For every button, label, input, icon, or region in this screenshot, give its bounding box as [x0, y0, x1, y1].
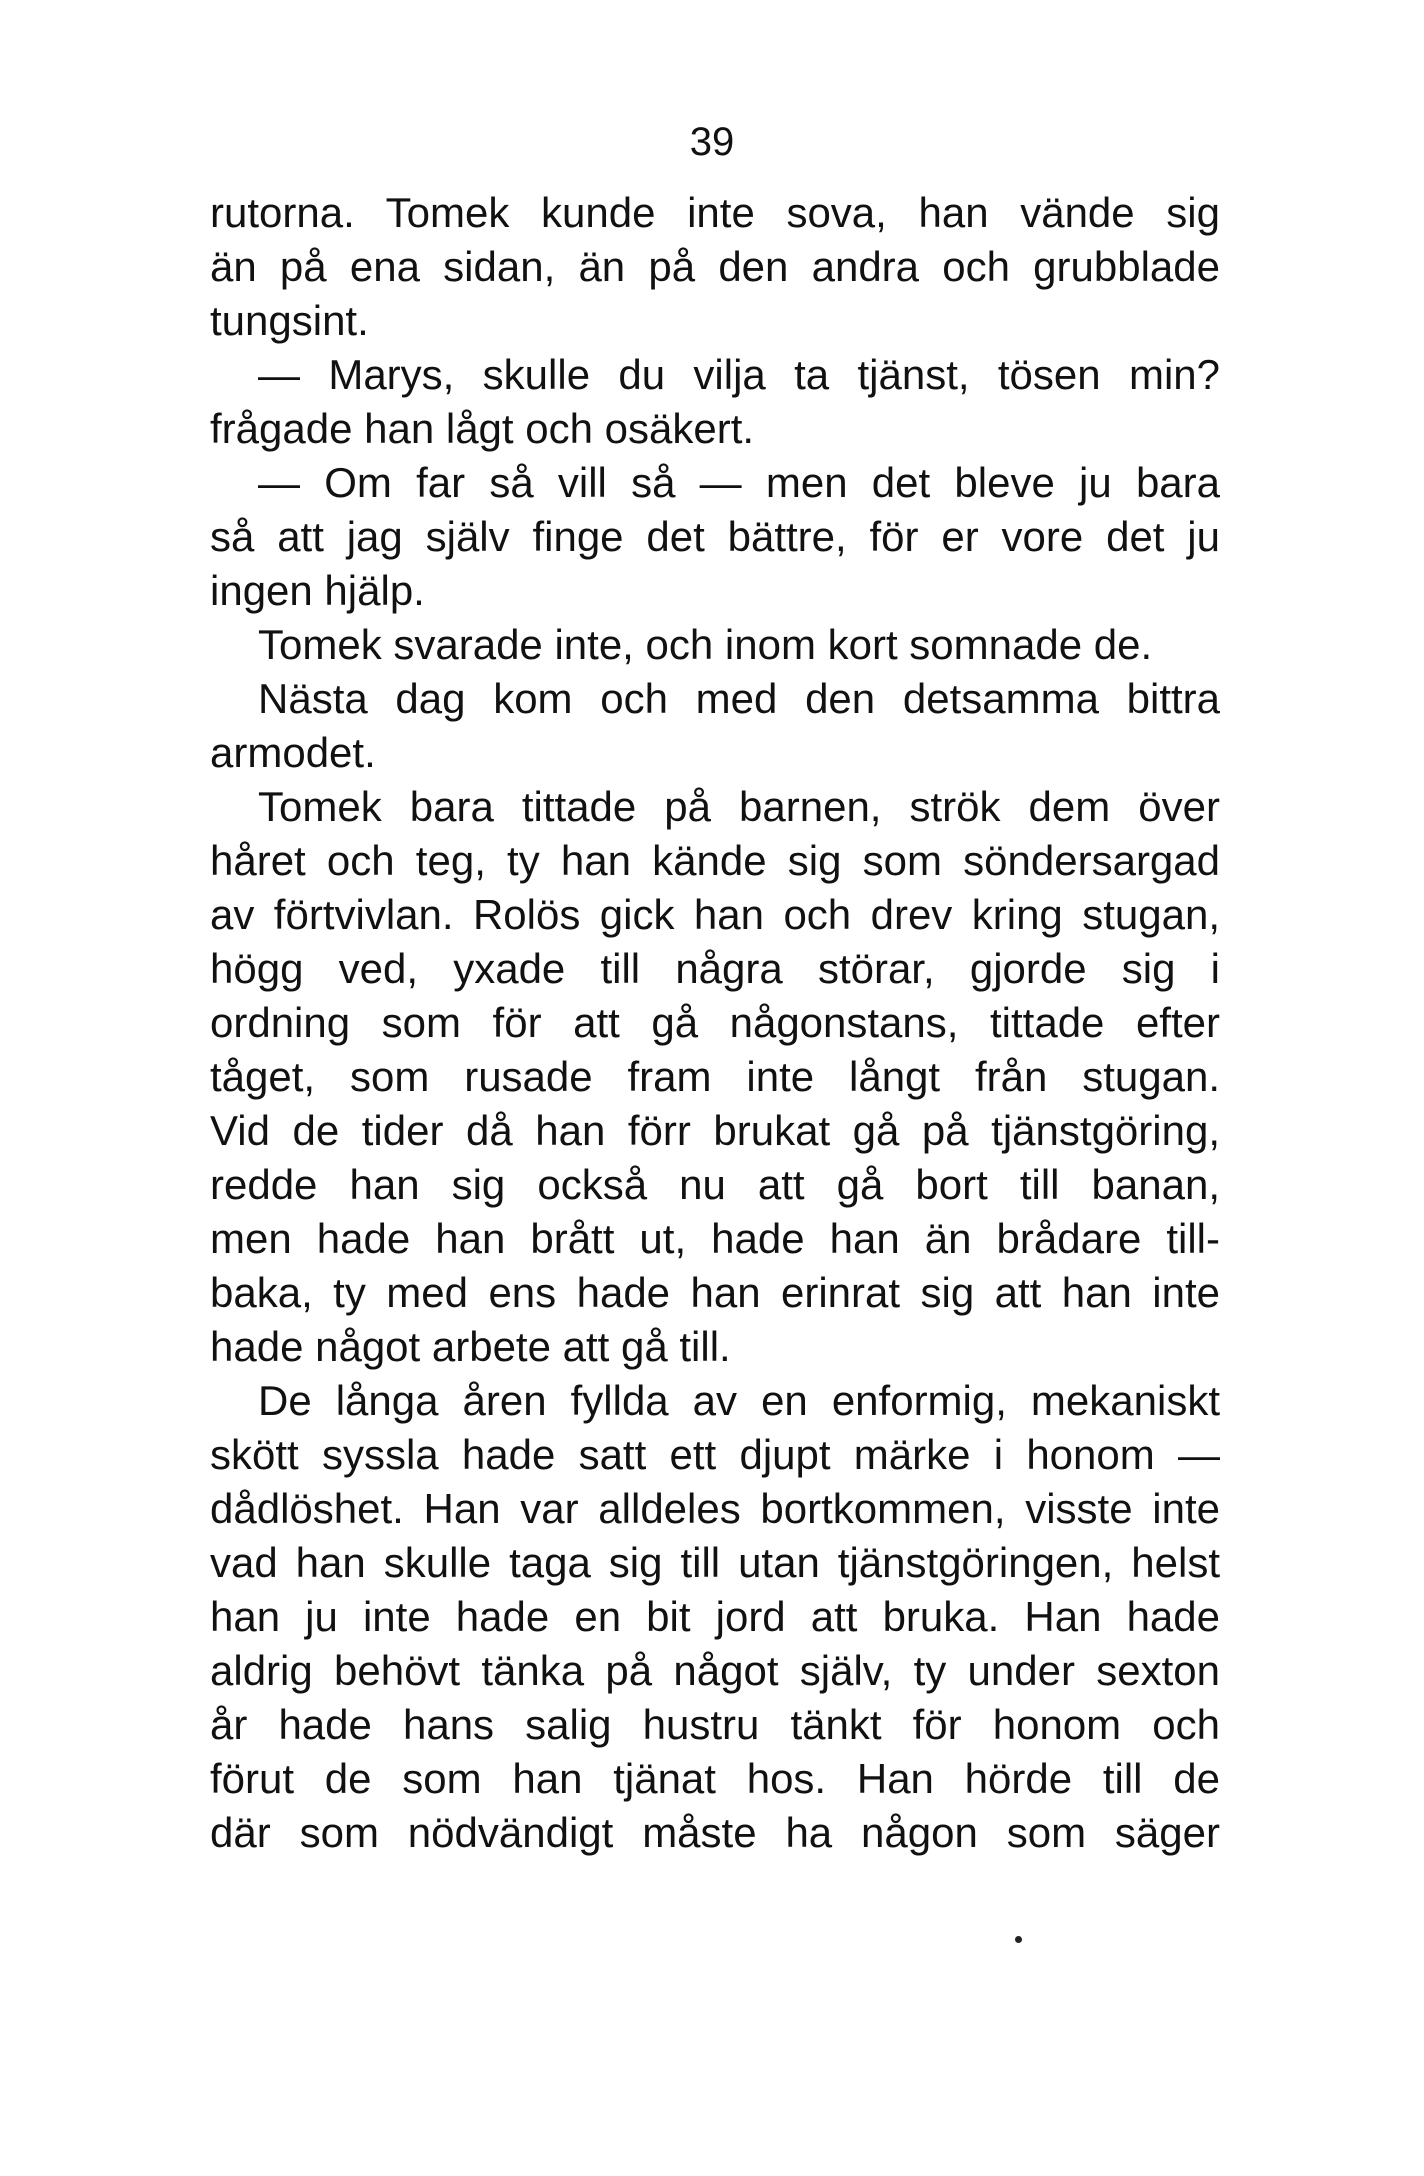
text-line: han ju inte hade en bit jord att bruka. Han hade	[210, 1593, 1220, 1640]
text-line: Vid de tider då han förr brukat gå på tjänstgöring,	[210, 1107, 1220, 1154]
text-line: men hade han brått ut, hade han än brådare till-	[210, 1215, 1220, 1262]
text-line: Nästa dag kom och med den detsamma bittra	[258, 675, 1220, 722]
body-text	[210, 186, 1220, 1860]
text-line: ordning som för att gå någonstans, tittade efter	[210, 999, 1220, 1046]
text-line: armodet.	[210, 729, 376, 776]
text-line: dådlöshet. Han var alldeles bortkommen, visste inte	[210, 1485, 1220, 1532]
text-line: baka, ty med ens hade han erinrat sig att han inte	[210, 1269, 1220, 1316]
text-line: rutorna. Tomek kunde inte sova, han vände sig	[210, 189, 1220, 236]
text-line: förut de som han tjänat hos. Han hörde till de	[210, 1755, 1220, 1802]
text-line: tåget, som rusade fram inte långt från stugan.	[210, 1053, 1220, 1100]
text-line: år hade hans salig hustru tänkt för honom och	[210, 1701, 1220, 1748]
text-line: frågade han lågt och osäkert.	[210, 405, 755, 452]
print-speck	[1015, 1936, 1022, 1943]
text-line: där som nödvändigt måste ha någon som säger	[210, 1809, 1220, 1856]
text-line: vad han skulle taga sig till utan tjänstgöringen, helst	[210, 1539, 1220, 1586]
page-number: 39	[689, 120, 735, 164]
text-line: så att jag själv finge det bättre, för er vore det ju	[210, 513, 1220, 560]
text-line: ingen hjälp.	[210, 567, 425, 614]
text-line: — Marys, skulle du vilja ta tjänst, tösen min?	[258, 351, 1220, 398]
text-line: tungsint.	[210, 297, 369, 344]
text-line: högg ved, yxade till några störar, gjorde sig i	[210, 945, 1220, 992]
text-line: Tomek bara tittade på barnen, strök dem över	[258, 783, 1220, 830]
text-line: håret och teg, ty han kände sig som söndersargad	[210, 837, 1220, 884]
text-line: skött syssla hade satt ett djupt märke i honom —	[210, 1431, 1220, 1478]
text-line: De långa åren fyllda av en enformig, mekaniskt	[258, 1377, 1220, 1424]
text-line: hade något arbete att gå till.	[210, 1323, 731, 1370]
text-line: av förtvivlan. Rolös gick han och drev kring stugan,	[210, 891, 1220, 938]
text-line: Tomek svarade inte, och inom kort somnade de.	[258, 621, 1153, 668]
text-line: — Om far så vill så — men det bleve ju bara	[258, 459, 1220, 506]
text-line: än på ena sidan, än på den andra och grubblade	[210, 243, 1220, 290]
text-line: redde han sig också nu att gå bort till banan,	[210, 1161, 1220, 1208]
text-line: aldrig behövt tänka på något själv, ty under sexton	[210, 1647, 1220, 1694]
